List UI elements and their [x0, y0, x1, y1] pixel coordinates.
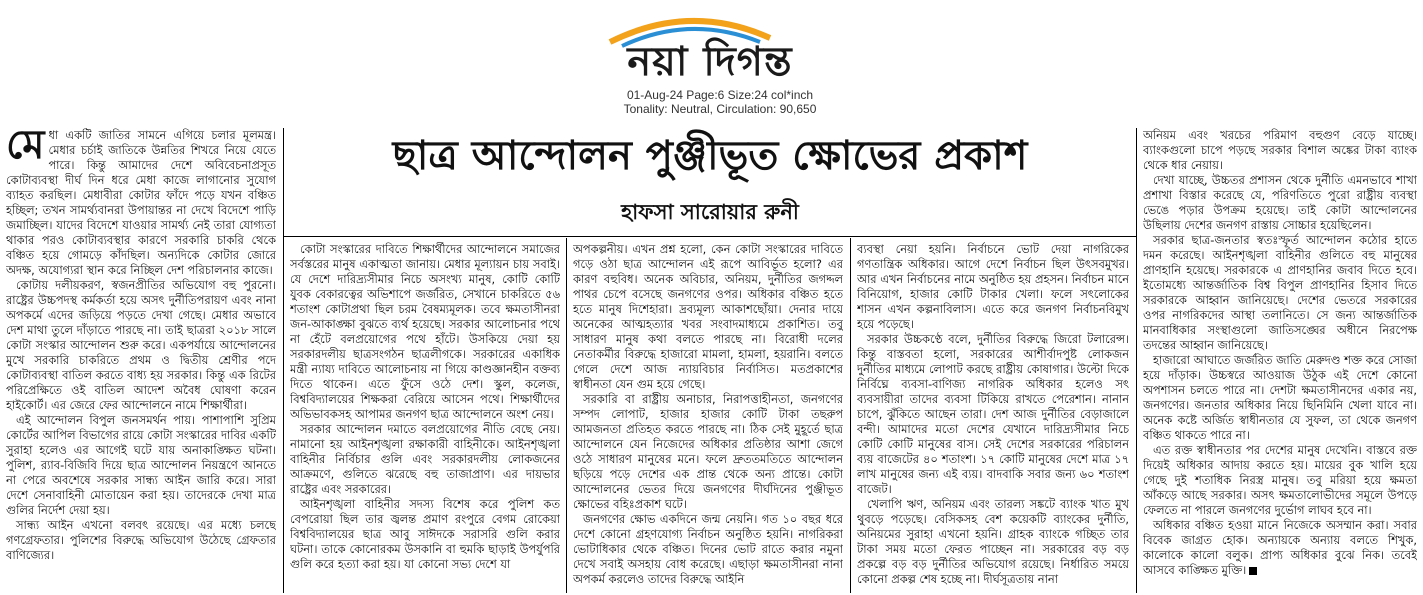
article-paragraph: সরকার আন্দোলন দমাতে বলপ্রয়োগের নীতি বেছে নেয়। নামানো হয় আইনশৃঙ্খলা রক্ষাকারী বাহিনীকে। আইনশৃঙ্খলা বাহিনীর নির্বিচার গুলি এবং সরকারদলীয় লোকজনের আক্রমণে, গুলিতে ঝরেছে বহু তাজাপ্রাণ। এর দায়ভার রাষ্ট্রের এবং সরকারের। — [290, 422, 560, 496]
article-paragraph: ব্যবস্থা নেয়া হয়নি। নির্বাচনে ভোট দেয়া নাগরিকের গণতান্ত্রিক অধিকার। আগে দেশে নির্বাচন ছিল উৎসবমুখর। আর এখন নির্বাচনের নামে অনুষ্ঠিত হয় প্রহসন। নির্বাচন মানে বিনিয়োগ, হাজার কোটি টাকার খেলা। ফলে সৎলোকের শাসন এখন কল্পনাবিলাস। এতে করে জনগণ নির্বাচনবিমুখ হয়ে পড়েছে। — [857, 242, 1129, 331]
article-paragraph: খেলাপি ঋণ, অনিয়ম এবং তারল্য সঙ্কটে ব্যাংক খাত মুখ থুবড়ে পড়েছে। বেসিকসহ বেশ কয়েকটি ব্যাংকের দুর্নীতি, অনিয়মের সুরাহা এখনো হয়নি। গ্রাহক ব্যাংকে গচ্ছিত তার টাকা সময় মতো ফেরত পাচ্ছেন না। সরকারের বড় বড় প্রকল্পে বড় বড় দুর্নীতির অভিযোগ রয়েছে। নির্ধারিত সময়ে কোনো প্রকল্প শেষ হচ্ছে না। দীর্ঘসূত্রতায় নানা — [857, 497, 1129, 586]
masthead-title: নয়া দিগন্ত — [627, 38, 793, 85]
article-paragraph: মেধা একটি জাতির সামনে এগিয়ে চলার মূলমন্ত্র। মেধার চর্চাই জাতিকে উন্নতির শিখরে নিয়ে যেতে পারে। কিন্তু আমাদের দেশে অবিবেচনাপ্রসূত কোটাব্যবস্থা দীর্ঘ দিন ধরে মেধা কাজে লাগানোর সুযোগ ব্যাহত করছিল। মেধাবীরা কোটার ফাঁদে পড়ে যখন বঞ্চিত হচ্ছিল; তখন সামর্থ্যবানরা উপায়ান্তর না দেখে বিদেশে পাড়ি জমাচ্ছিল। যাদের বিদেশে যাওয়ার সামর্থ্য নেই তারা যোগ্যতা থাকার পরও কোটাব্যবস্থার কারণে সরকারি চাকরি থেকে বঞ্চিত হয়ে গোমড়ে কাঁদছিল। অন্যদিকে কোটার জোরে অদক্ষ, অযোগ্যরা স্থান করে নিচ্ছিল দেশ পরিচালনার কাজে। — [6, 128, 276, 277]
article-column-5 — [1143, 128, 1417, 594]
article-paragraph: অনিয়ম এবং খরচের পরিমাণ বহুগুণ বেড়ে যাচ্ছে। ব্যাংকগুলো চাপে পড়ছে সরকার বিশাল অঙ্কের টাকা ব্যাংক থেকে ধার নেয়ায়। — [1143, 128, 1417, 172]
column-rule — [850, 238, 851, 593]
article-column-4 — [857, 242, 1129, 594]
article-end-mark-icon — [1249, 567, 1257, 575]
article-dropcap: মে — [6, 128, 45, 168]
article-headline: ছাত্র আন্দোলন পুঞ্জীভূত ক্ষোভের প্রকাশ — [392, 132, 1028, 179]
article-paragraph: দেখা যাচ্ছে, উচ্চতর প্রশাসন থেকে দুর্নীতি এমনভাবে শাখা প্রশাখা বিস্তার করেছে যে, পরিণতিতে পুরো রাষ্ট্রীয় ব্যবস্থা ভেঙে পড়ার উপক্রম হয়েছে। তাই কোটা আন্দোলনের উছিলায় দেশের জনগণ রাস্তায় সোচ্চার হয়েছিলেন। — [1143, 173, 1417, 232]
article-paragraph: আইনশৃঙ্খলা বাহিনীর সদস্য বিশেষ করে পুলিশ কত বেপরোয়া ছিল তার জ্বলন্ত প্রমাণ রংপুরে বেগম রোকেয়া বিশ্ববিদ্যালয়ের ছাত্র আবু সাঈদকে সরাসরি গুলি করার ঘটনা। তাকে কোনোরকম উসকানি বা হুমকি ছাড়াই উপর্যুপরি গুলি করে হত্যা করা হয়। যা কোনো সভ্য দেশে যা — [290, 497, 560, 571]
clipping-meta — [560, 88, 880, 116]
article-column-3 — [573, 242, 843, 594]
clipping-meta-date-page: 01-Aug-24 Page:6 Size:24 col*inch — [626, 88, 814, 102]
article-paragraph: কোটায় দলীয়করণ, স্বজনপ্রীতির অভিযোগ বহু পুরনো। রাষ্ট্রের উচ্চপদস্থ কর্মকর্তা হয়ে অসৎ দুর্নীতিপরায়ণ এবং নানা অপকর্মে এদের জড়িয়ে পড়তে দেখা গেছে। মেধার অভাবে দেশ মাথা তুলে দাঁড়াতে পারছে না। তাই ছাত্ররা ২০১৮ সালে কোটা সংস্কার আন্দোলন শুরু করে। একপর্যায়ে আন্দোলনের মুখে সরকারি চাকরিতে প্রথম ও দ্বিতীয় শ্রেণীর পদে কোটাব্যবস্থা বাতিল করতে বাধ্য হয় সরকার। কিন্তু এক রিটের পরিপ্রেক্ষিতে ওই বাতিল আদেশ অবৈধ ঘোষণা করেন হাইকোর্ট। এর জেরে ফের আন্দোলনে নামে শিক্ষার্থীরা। — [6, 278, 276, 412]
newspaper-masthead — [560, 6, 860, 88]
article-column-2 — [290, 242, 560, 594]
article-paragraph: সরকারি বা রাষ্ট্রীয় অনাচার, নিরাপত্তাহীনতা, জনগণের সম্পদ লোপাট, হাজার হাজার কোটি টাকা তছরুপ আমজনতা প্রতিহত করতে পারছে না। ঠিক সেই মুহূর্তে ছাত্র আন্দোলনে যেন নিজেদের অধিকার প্রতিষ্ঠার আশা জেগে ওঠে সাধারণ মানুষের মনে। ফলে দ্রুততমতিতে আন্দোলন ছড়িয়ে পড়ে দেশের এক প্রান্ত থেকে অন্য প্রান্তে। কোটা আন্দোলনের ভেতর দিয়ে জনগণের দীর্ঘদিনের পুঞ্জীভূত ক্ষোভের বহিঃপ্রকাশ ঘটে। — [573, 392, 843, 511]
article-column-1 — [6, 128, 276, 594]
article-paragraph: সরকার ছাত্র-জনতার স্বতঃস্ফূর্ত আন্দোলন কঠোর হাতে দমন করেছে। আইনশৃঙ্খলা বাহিনীর গুলিতে বহু মানুষের প্রাণহানি হয়েছে। সরকারকে এ প্রাণহানির জবাব দিতে হবে। ইতোমধ্যে আন্তর্জাতিক বিশ্ব বিপুল প্রাণহানির হিসাব দিতে সরকারকে আহ্বান জানিয়েছে। দেশের ভেতরে সরকারের ওপর নাগরিকদের আস্থা তলানিতে। সে জন্য আন্তর্জাতিক মানবাধিকার সংস্থাগুলো জাতিসঙ্ঘের অধীনে নিরপেক্ষ তদন্তের আহ্বান জানিয়েছে। — [1143, 233, 1417, 352]
article-paragraph: এত রক্ত স্বাধীনতার পর দেশের মানুষ দেখেনি। বাস্তবে রক্ত দিয়েই অধিকার আদায় করতে হয়। মায়ের বুক খালি হয়ে গেছে দুই শতাধিক নিরস্ত্র মানুষ। তবু মরিয়া হয়ে ক্ষমতা আঁকড়ে আছে সরকার। অসৎ ক্ষমতালোভীদের সমূলে উপড়ে ফেলতে না পারলে জনগণের দুর্ভোগ লাঘব হবে না। — [1143, 443, 1417, 517]
article-paragraph: হাজারো আঘাতে জর্জরিত জাতি মেরুদণ্ড শক্ত করে সোজা হয়ে দাঁড়াক। উচ্চস্বরে আওয়াজ উঠুক এই দেশে কোনো অপশাসন চলতে পারে না। দেশটা ক্ষমতাসীনদের একার নয়, জনগণের। জনতার অধিকার নিয়ে ছিনিমিনি খেলা যাবে না। অনেক কষ্টে অর্জিত স্বাধীনতার যে সুফল, তা থেকে জনগণ বঞ্চিত থাকতে পারে না। — [1143, 353, 1417, 442]
headline-rule — [283, 236, 1136, 237]
clipping-meta-tonality: Tonality: Neutral, Circulation: 90,650 — [623, 102, 817, 116]
article-paragraph: কোটা সংস্কারের দাবিতে শিক্ষার্থীদের আন্দোলনে সমাজের সর্বস্তরের মানুষ একাত্মতা জানায়। মেধার মূল্যায়ন চায় সবাই। যে দেশে দারিদ্র্যসীমার নিচে অসংখ্য মানুষ, কোটি কোটি যুবক বেকারত্বের অভিশাপে জর্জরিত, সেখানে চাকরিতে ৫৬ শতাংশ কোটাপ্রথা ছিল চরম বৈষম্যমূলক। তবে ক্ষমতাসীনরা জন-আকাঙ্ক্ষা বুঝতে ব্যর্থ হয়েছে। সরকার আলোচনার পথে না হেঁটে বলপ্রয়োগের পথে হাঁটে। উসকিয়ে দেয়া হয় সরকারদলীয় ছাত্রসংগঠন ছাত্রলীগকে। সরকারের একাধিক মন্ত্রী ন্যায্য দাবিতে আলোচনায় না গিয়ে কাণ্ডজ্ঞানহীন বক্তব্য দিতে থাকেন। এতে ফুঁসে ওঠে দেশ। স্কুল, কলেজ, বিশ্ববিদ্যালয়ের শিক্ষকরা বেরিয়ে আসেন পথে। শিক্ষার্থীদের অভিভাবকসহ আপামর জনগণ ছাত্র আন্দোলনে অংশ নেয়। — [290, 242, 560, 421]
article-byline: হাফসা সারোয়ার রুনী — [621, 199, 799, 224]
column-rule — [566, 238, 567, 593]
article-paragraph: অধিকার বঞ্চিত হওয়া মানে নিজেকে অসম্মান করা। সবার বিবেক জাগ্রত হোক। অন্যায়কে অন্যায় বলতে শিখুক, কালোকে কালো বলুক। প্রাপ্য অধিকার বুঝে নিক। তবেই আসবে কাঙ্ক্ষিত মুক্তি। — [1143, 518, 1417, 577]
article-paragraph: জনগণের ক্ষোভ একদিনে জন্ম নেয়নি। গত ১০ বছর ধরে দেশে কোনো গ্রহণযোগ্য নির্বাচন অনুষ্ঠিত হয়নি। নাগরিকরা ভোটাধিকার থেকে বঞ্চিত। দিনের ভোট রাতে করার নমুনা দেখে সবাই অসহায় বোধ করেছে। এছাড়া ক্ষমতাসীনরা নানা অপকর্ম করলেও তাদের বিরুদ্ধে আইনি — [573, 512, 843, 586]
article-paragraph: এই আন্দোলন বিপুল জনসমর্থন পায়। পাশাপাশি সুপ্রিম কোর্টের আপিল বিভাগের রায়ে কোটা সংস্কারের দাবির একটি সুরাহা হলেও এর আগেই ঘটে যায় অনাকাঙ্ক্ষিত ঘটনা। পুলিশ, র‍্যাব-বিজিবি দিয়ে ছাত্র আন্দোলন নিয়ন্ত্রণে আনতে না পেরে অবশেষে সরকার সান্ধ্য আইন জারি করে। সারা দেশে সেনাবাহিনী মোতায়েন করা হয়। তাদেরকে দেখা মাত্র গুলির নির্দেশ দেয়া হয়। — [6, 413, 276, 517]
column-rule — [283, 128, 284, 593]
article-paragraph: সান্ধ্য আইন এখনো বলবৎ রয়েছে। এর মধ্যে চলছে গণগ্রেফতার। পুলিশের বিরুদ্ধে অভিযোগ উঠেছে গ্রেফতার বাণিজ্যের। — [6, 518, 276, 562]
article-paragraph: সরকার উচ্চকণ্ঠে বলে, দুর্নীতির বিরুদ্ধে জিরো টলারেন্স। কিন্তু বাস্তবতা হলো, সরকারের আশীর্বাদপুষ্ট লোকজন দুর্নীতির মাধ্যমে লোপাট করছে রাষ্ট্রীয় কোষাগার। উল্টো দিকে নির্বিঘ্নে ব্যবসা-বাণিজ্য নাগরিক অধিকার হলেও সৎ ব্যবসায়ীরা তাদের ব্যবসা টিকিয়ে রাখতে পেরেশান। নানান চাপে, ঝুঁকিতে আছেন তারা। দেশ আজ দুর্নীতির বেড়াজালে বন্দী। আমাদের মতো দেশের যেখানে দারিদ্র্যসীমার নিচে কোটি কোটি মানুষের বাস। সেই দেশের সরকারের পরিচালন ব্যয় বাজেটের ৪০ শতাংশ। ১৭ কোটি মানুষের দেশে মাত্র ১৭ লাখ মানুষের জন্য এই ব্যয়। বাদবাকি সবার জন্য ৬০ শতাংশ বাজেট। — [857, 332, 1129, 496]
article-paragraph: অপকল্পনীয়। এখন প্রশ্ন হলো, কেন কোটা সংস্কারের দাবিতে গড়ে ওঠা ছাত্র আন্দোলন এই রূপে আবির্ভূত হলো? এর কারণ বহুবিধ। অনেক অবিচার, অনিয়ম, দুর্নীতির জগদ্দল পাথর চেপে বসেছে জনগণের ওপর। অধিকার বঞ্চিত হতে হতে মানুষ দিশেহারা। দ্রব্যমূল্য আকাশছোঁয়া। দেনার দায়ে অনেকের আত্মহত্যার খবর সংবাদমাধ্যমে প্রকাশিত। তবু সাধারণ মানুষ কথা বলতে পারছে না। বিরোধী দলের নেতাকর্মীর বিরুদ্ধে হাজারো মামলা, হামলা, হয়রানি। বলতে গেলে দেশে আজ ন্যায়বিচার নির্বাসিত। মতপ্রকাশের স্বাধীনতা যেন গুম হয়ে গেছে। — [573, 242, 843, 391]
column-rule — [1136, 128, 1137, 593]
